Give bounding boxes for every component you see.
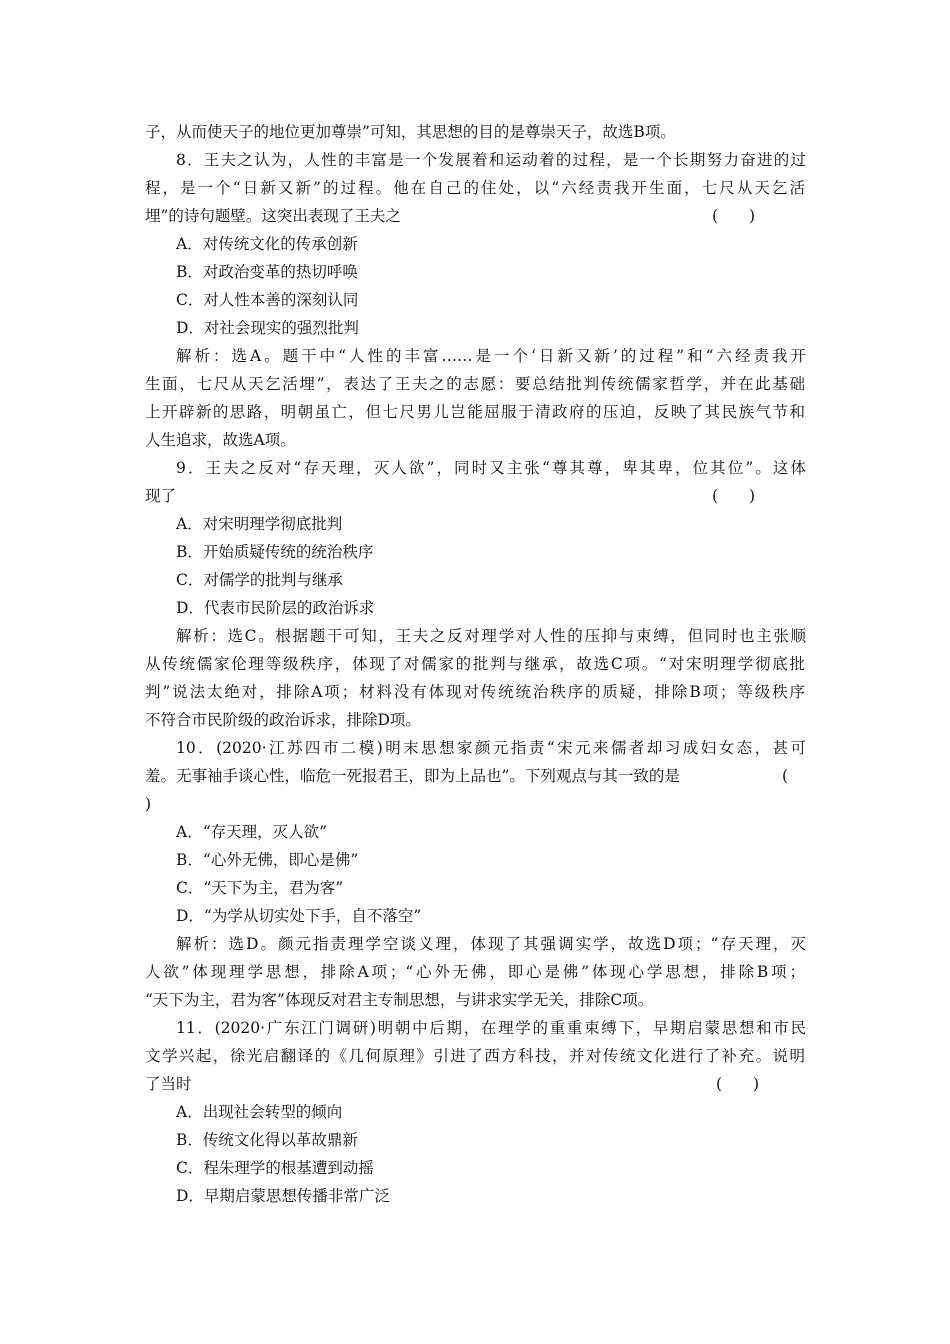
option-c: C．程朱理学的根基遭到动摇 <box>176 1159 374 1177</box>
option-c: C．对儒学的批判与继承 <box>176 571 343 589</box>
option-a: A．对宋明理学彻底批判 <box>176 515 343 533</box>
option-d: D．对社会现实的强烈批判 <box>176 319 359 337</box>
explanation: 判”说法太绝对，排除A项；材料没有体现对传统统治秩序的质疑，排除B项；等级秩序 <box>145 683 805 701</box>
question-8-stem: 程，是一个“日新又新”的过程。他在自己的住处，以“六经责我开生面，七尺从天乞活 <box>145 179 805 197</box>
answer-blank: ( ) <box>716 1075 760 1093</box>
option-b: B．传统文化得以革故鼎新 <box>176 1131 358 1149</box>
question-9-stem: 现了 <box>145 487 177 505</box>
option-c: C．“天下为主，君为客” <box>176 879 344 897</box>
option-b: B．开始质疑传统的统治秩序 <box>176 543 374 561</box>
answer-blank: ( ) <box>712 487 756 505</box>
question-11-stem: 了当时 <box>145 1075 192 1093</box>
answer-blank-close: ) <box>145 795 152 813</box>
explanation: 解析：选A。题干中“人性的丰富……是一个‘日新又新’的过程”和“六经责我开 <box>176 347 806 365</box>
question-11-stem: 11．(2020·广东江门调研)明朝中后期，在理学的重重束缚下，早期启蒙思想和市民 <box>176 1019 806 1037</box>
option-d: D．早期启蒙思想传播非常广泛 <box>176 1187 390 1205</box>
question-10-stem: 10．(2020·江苏四市二模)明末思想家颜元指责“宋元来儒者却习成妇女态，甚可 <box>176 739 806 757</box>
answer-blank: ( ) <box>712 207 756 225</box>
explanation: 解析：选D。颜元指责理学空谈义理，体现了其强调实学，故选D项；“存天理，灭 <box>176 935 806 953</box>
explanation: 上开辟新的思路，明朝虽亡，但七尺男儿岂能屈服于清政府的压迫，反映了其民族气节和 <box>145 403 805 421</box>
option-b: B．对政治变革的热切呼唤 <box>176 263 358 281</box>
explanation: 不符合市民阶级的政治诉求，排除D项。 <box>145 711 421 729</box>
text-line: 子，从而使天子的地位更加尊崇”可知，其思想的目的是尊崇天子，故选B项。 <box>145 123 676 141</box>
option-b: B．“心外无佛，即心是佛” <box>176 851 359 869</box>
explanation: 从传统儒家伦理等级秩序，体现了对儒家的批判与继承，故选C项。“对宋明理学彻底批 <box>145 655 805 673</box>
question-8-stem: 8．王夫之认为，人性的丰富是一个发展着和运动着的过程，是一个长期努力奋进的过 <box>176 151 806 169</box>
option-a: A．“存天理，灭人欲” <box>176 823 328 841</box>
answer-blank: ( <box>782 767 789 785</box>
question-10-stem: 羞。无事袖手谈心性，临危一死报君王，即为上品也”。下列观点与其一致的是 <box>145 767 680 785</box>
option-c: C．对人性本善的深刻认同 <box>176 291 359 309</box>
explanation: 人欲”体现理学思想，排除A项；“心外无佛，即心是佛”体现心学思想，排除B项； <box>145 963 805 981</box>
option-d: D．代表市民阶层的政治诉求 <box>176 599 375 617</box>
option-a: A．出现社会转型的倾向 <box>176 1103 343 1121</box>
explanation: 解析：选C。根据题干可知，王夫之反对理学对人性的压抑与束缚，但同时也主张顺 <box>176 627 806 645</box>
question-9-stem: 9．王夫之反对“存天理，灭人欲”，同时又主张“尊其尊，卑其卑，位其位”。这体 <box>176 459 806 477</box>
option-a: A．对传统文化的传承创新 <box>176 235 358 253</box>
question-11-stem: 文学兴起，徐光启翻译的《几何原理》引进了西方科技，并对传统文化进行了补充。说明 <box>145 1047 805 1065</box>
question-8-stem: 埋”的诗句题壁。这突出表现了王夫之 <box>145 207 401 225</box>
explanation: 生面，七尺从天乞活埋”，表达了王夫之的志愿：要总结批判传统儒家哲学，并在此基础 <box>145 375 805 393</box>
explanation: “天下为主，君为客”体现反对君主专制思想，与讲求实学无关，排除C项。 <box>145 991 654 1009</box>
explanation: 人生追求，故选A项。 <box>145 431 296 449</box>
option-d: D．“为学从切实处下手，自不落空” <box>176 907 422 925</box>
